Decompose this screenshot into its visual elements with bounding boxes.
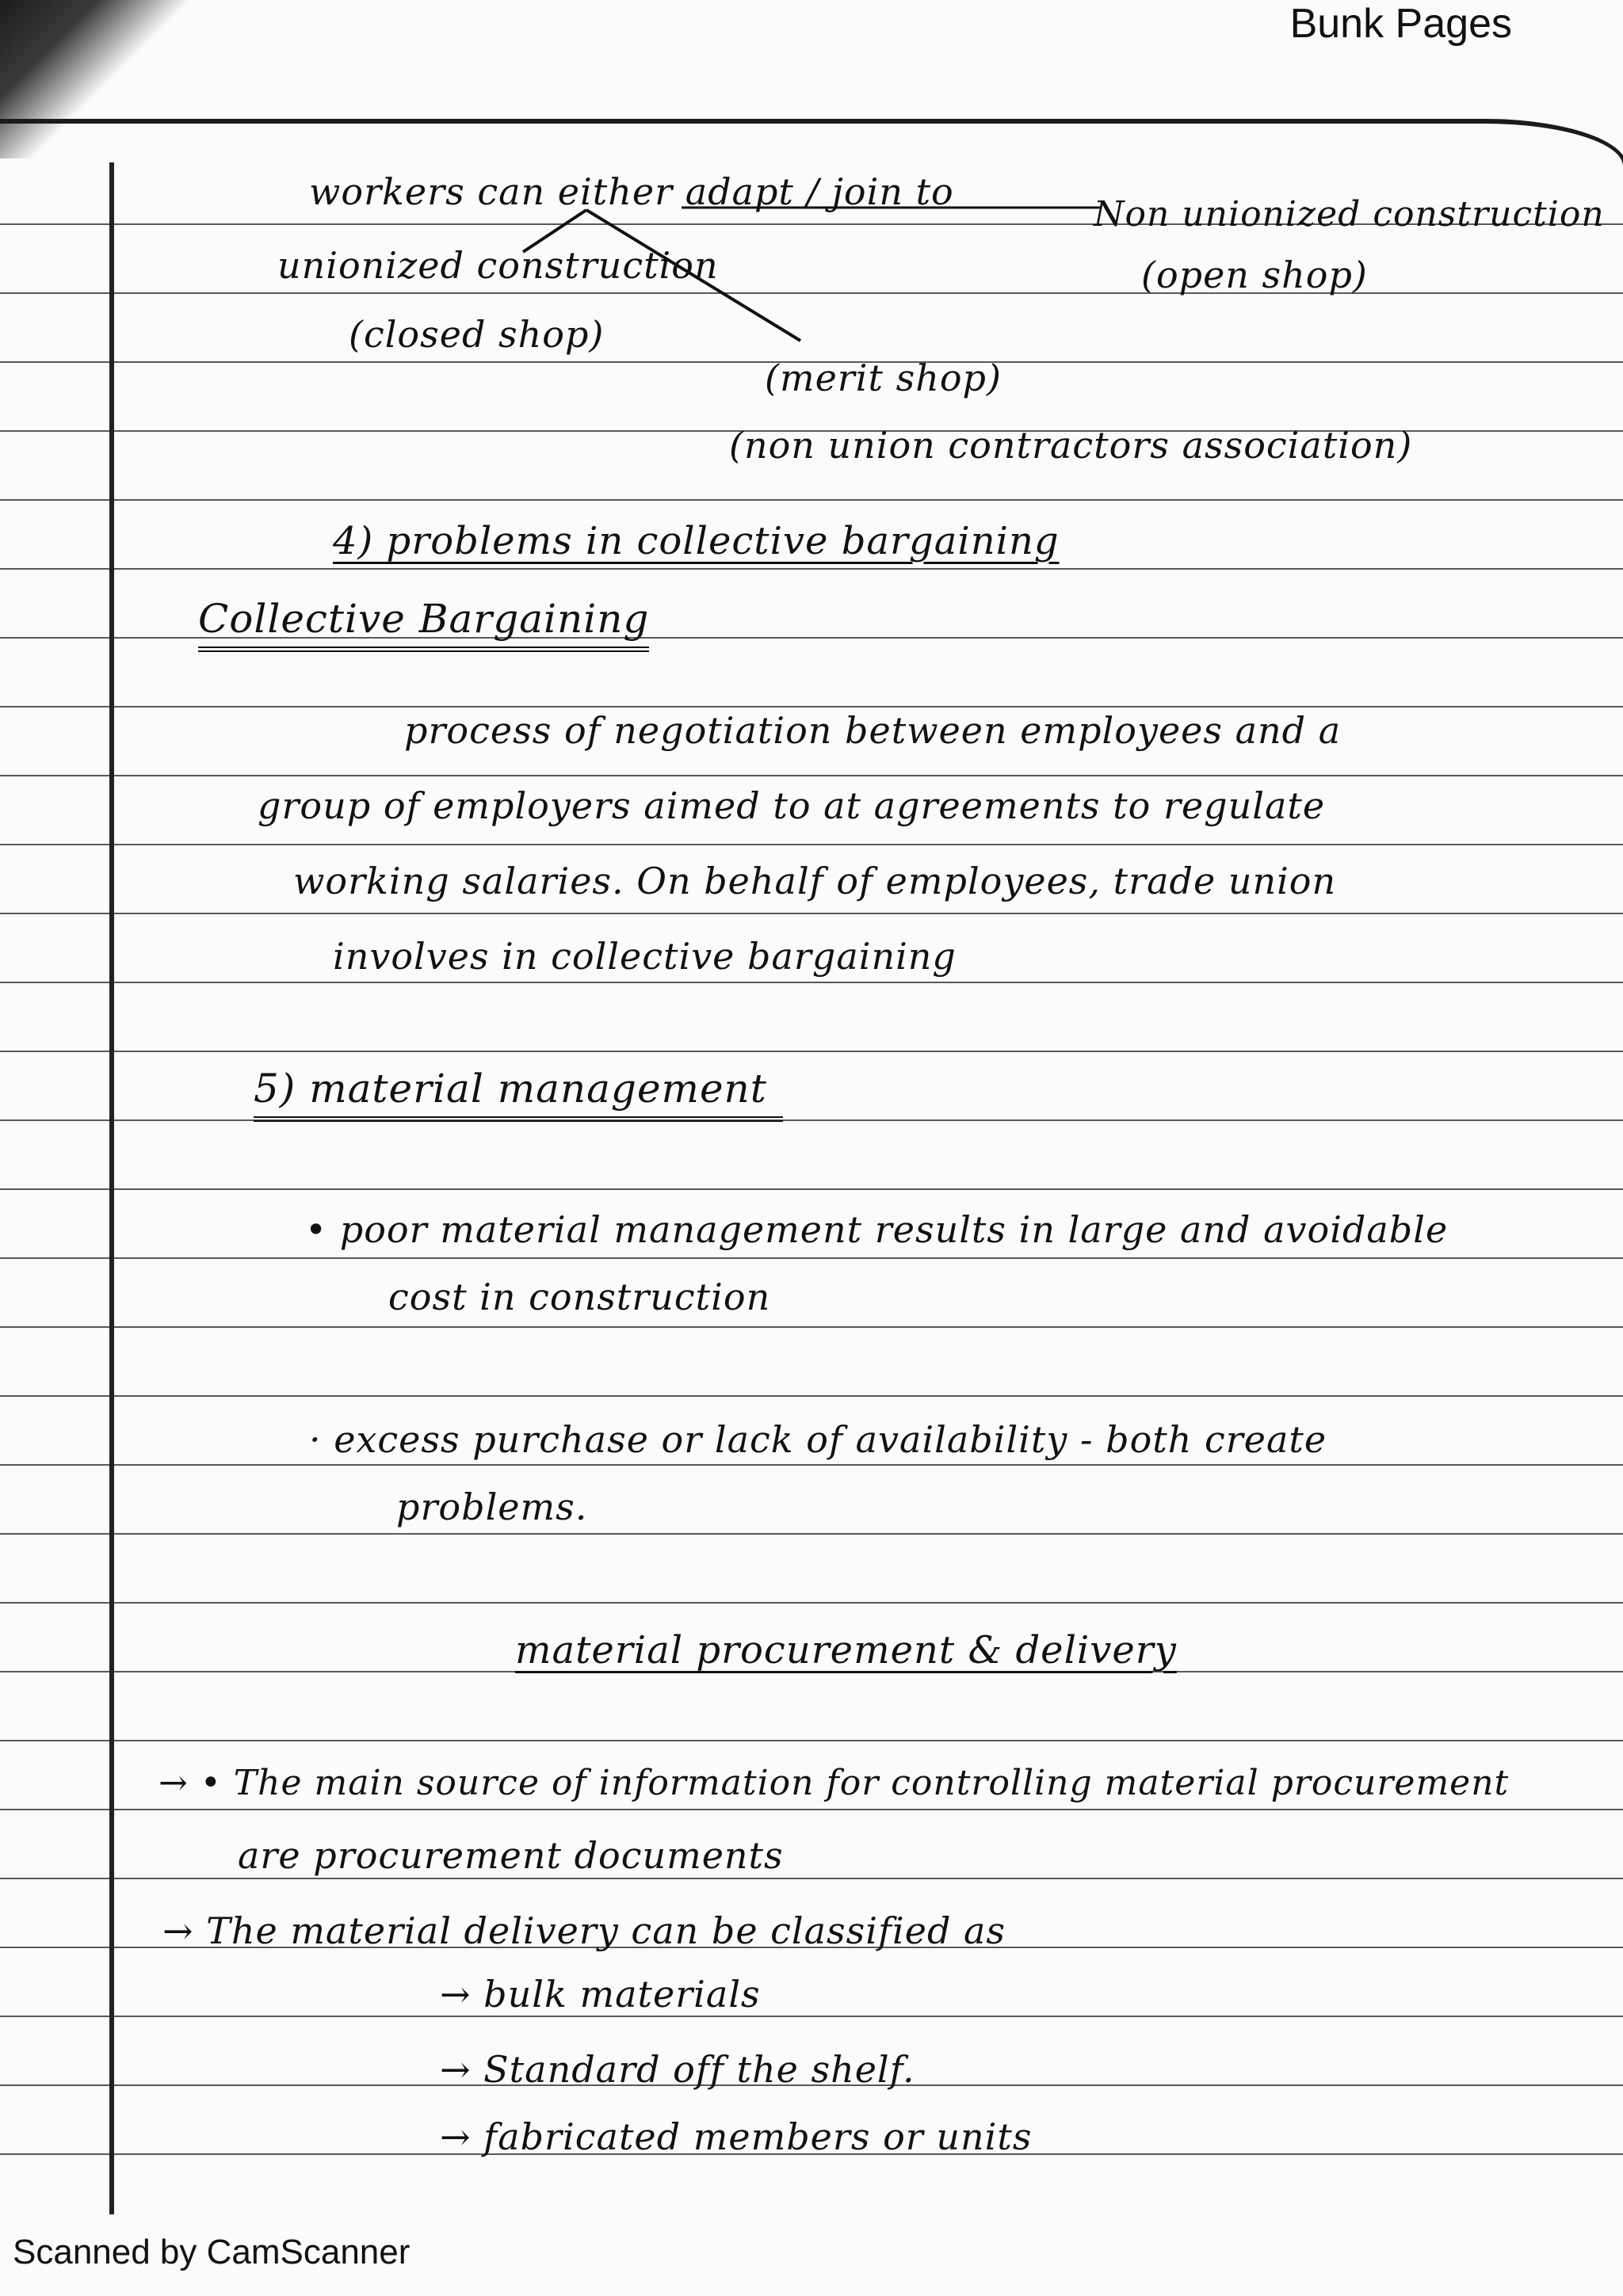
ruled-line: [0, 1119, 1623, 1121]
mm-bullet-2-line-2: problems.: [396, 1486, 588, 1528]
collective-bargaining-heading: Collective Bargaining: [198, 596, 649, 652]
cb-text-2: group of employers aimed to at agreements to regulate: [258, 784, 1326, 827]
scanner-watermark: Scanned by CamScanner: [13, 2233, 411, 2271]
ruled-line: [0, 2016, 1623, 2017]
ruled-line: [0, 913, 1623, 914]
ruled-line: [0, 1878, 1623, 1879]
ruled-line: [0, 1464, 1623, 1466]
mpd-item-3: → fabricated members or units: [440, 2115, 1033, 2158]
cb-text-3: working salaries. On behalf of employees, trade union: [293, 860, 1337, 902]
ruled-line: [0, 1051, 1623, 1052]
note-merit-shop: (merit shop): [765, 357, 1002, 399]
ruled-line: [0, 568, 1623, 570]
ruled-line: [0, 1395, 1623, 1397]
branch-strokes: [0, 0, 1623, 555]
ruled-line: [0, 1326, 1623, 1328]
mm-bullet-2-line-1: · excess purchase or lack of availability - both create: [309, 1418, 1327, 1461]
mm-bullet-1-line-1: • poor material management results in large and avoidable: [305, 1208, 1449, 1251]
ruled-line: [0, 706, 1623, 707]
point-4-heading: 4) problems in collective bargaining: [333, 519, 1060, 563]
mm-bullet-1-line-2: cost in construction: [388, 1276, 771, 1318]
ruled-line: [0, 1602, 1623, 1604]
ruled-line: [0, 775, 1623, 776]
note-closed-shop: (closed shop): [349, 313, 605, 356]
point-5-heading: 5) material management: [254, 1066, 783, 1122]
ruled-line: [0, 1257, 1623, 1259]
mpd-point-2: → The material delivery can be classified as: [162, 1909, 1006, 1952]
ruled-line: [0, 1533, 1623, 1535]
note-line-1: workers can either adapt / join to: [309, 170, 954, 213]
mpd-point-1-line-1: → • The main source of information for controlling material procurement: [158, 1763, 1510, 1803]
mpd-point-1-line-2: are procurement documents: [238, 1834, 784, 1877]
ruled-line: [0, 982, 1623, 983]
note-unionized: unionized construction: [277, 244, 719, 287]
mpd-item-2: → Standard off the shelf.: [440, 2048, 915, 2091]
ruled-line: [0, 1809, 1623, 1810]
ruled-line: [0, 844, 1623, 845]
note-open-shop: (open shop): [1141, 254, 1368, 296]
brand-label: Bunk Pages: [1289, 1, 1512, 47]
mpd-item-1: → bulk materials: [440, 1973, 761, 2016]
ruled-line: [0, 1740, 1623, 1741]
note-nonunion-assoc: (non union contractors association): [729, 424, 1413, 467]
procurement-heading: material procurement & delivery: [515, 1628, 1177, 1672]
cb-text-1: process of negotiation between employees and a: [404, 709, 1342, 752]
ruled-line: [0, 1188, 1623, 1190]
note-nonunion: Non unionized construction: [1094, 194, 1605, 235]
cb-text-4: involves in collective bargaining: [333, 935, 957, 978]
